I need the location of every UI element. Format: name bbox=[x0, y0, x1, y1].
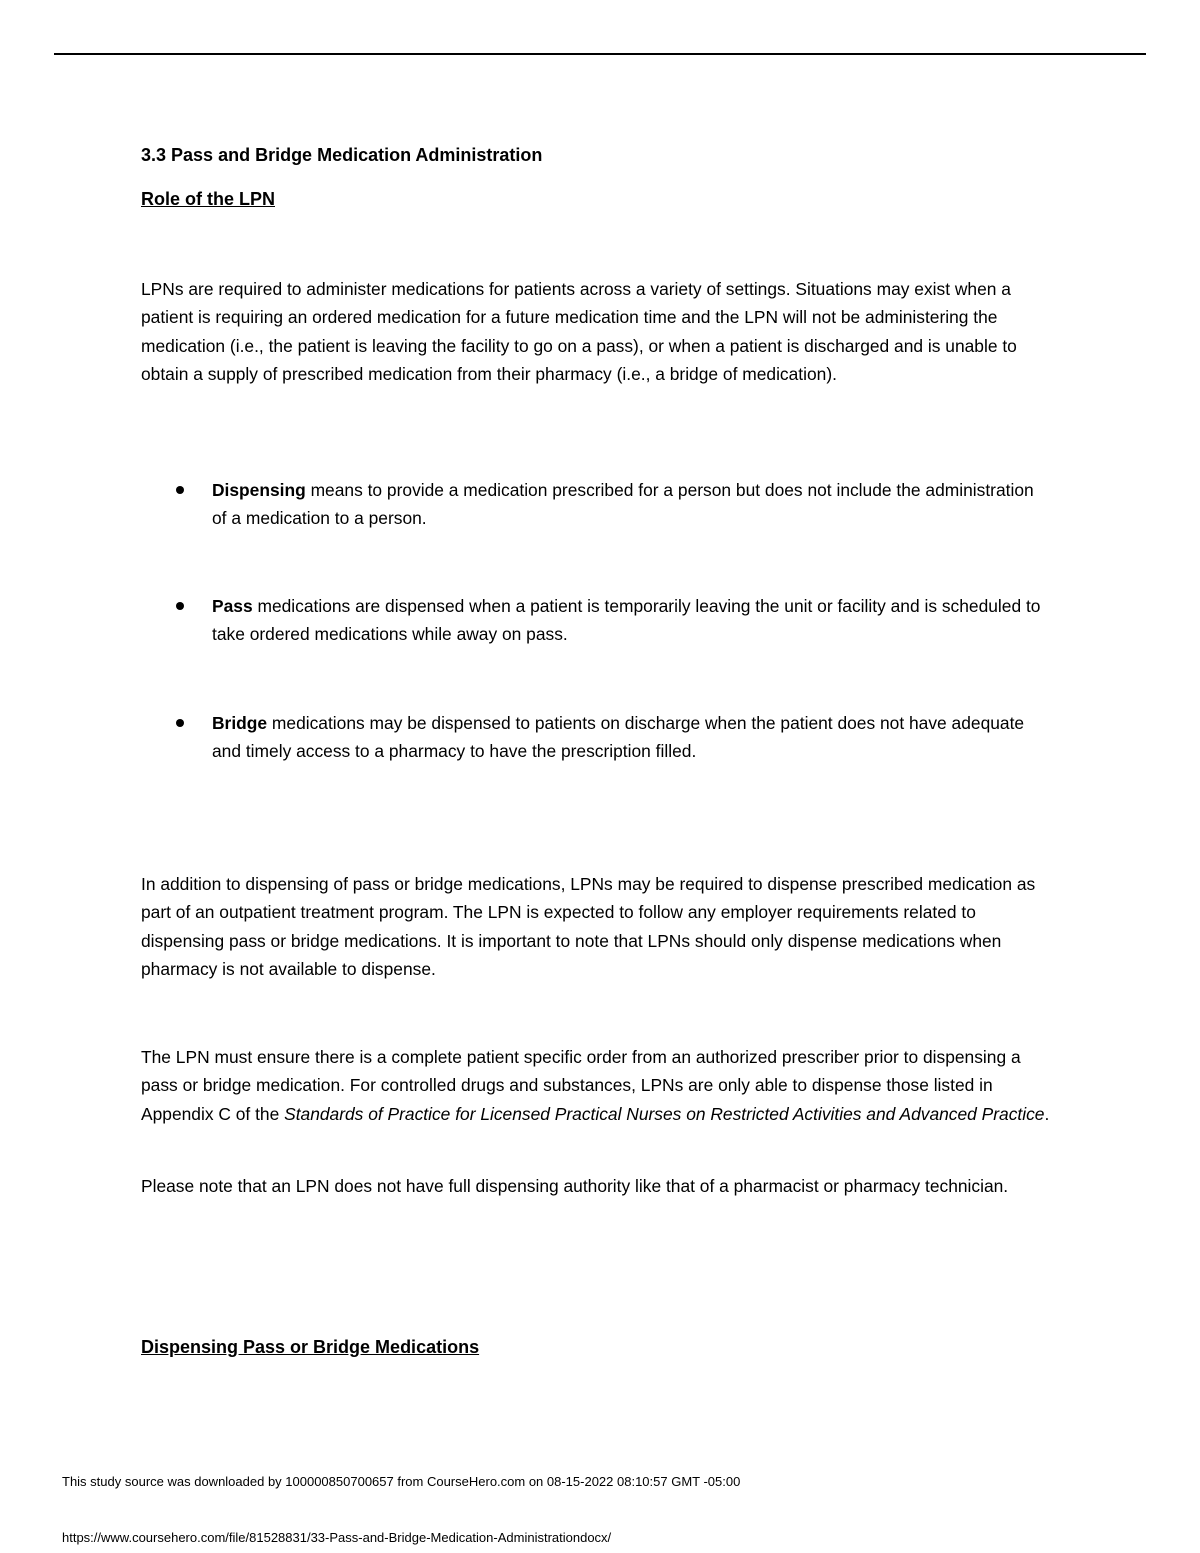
order-requirement-paragraph bbox=[141, 1043, 1061, 1128]
definition-text: medications may be dispensed to patients on discharge when the patient does not have adequate and timely access to a pharmacy to have the prescription filled. bbox=[212, 713, 1025, 762]
bullet-icon bbox=[176, 719, 184, 727]
bullet-icon bbox=[176, 486, 184, 494]
section-heading-dispensing: Dispensing Pass or Bridge Medications bbox=[141, 1337, 480, 1357]
source-url-link[interactable]: https://www.coursehero.com/file/81528831/33-Pass-and-Bridge-Medication-Administrationdocx/ bbox=[62, 1530, 612, 1545]
standards-document-reference: Standards of Practice for Licensed Practical Nurses on Restricted Activities and Advanced Practice bbox=[284, 1103, 1045, 1124]
list-item-text bbox=[212, 592, 1052, 649]
definition-term: Dispensing bbox=[212, 480, 306, 500]
list-item-text bbox=[212, 476, 1052, 533]
addition-paragraph: In addition to dispensing of pass or bridge medications, LPNs may be required to dispense prescribed medication as part of an outpatient treatment program. The LPN is expected to follow any employer requirements related to dispensing pass or bridge medications. It is important to note that LPNs should only dispense medications when pharmacy is not available to dispense. bbox=[141, 874, 1036, 979]
top-rule-divider bbox=[54, 53, 1146, 55]
definition-term: Bridge bbox=[212, 713, 268, 733]
definition-text: medications are dispensed when a patient is temporarily leaving the unit or facility and is scheduled to take ordered medications while away on pass. bbox=[212, 596, 1041, 645]
paragraph-text-end: . bbox=[1044, 1103, 1050, 1124]
intro-paragraph: LPNs are required to administer medications for patients across a variety of settings. Situations may exist when a patient is requiring an ordered medication for a future medication time and the LPN will not be administering the medication (i.e., the patient is leaving the facility to go on a pass), or when a patient is discharged and is unable to obtain a supply of prescribed medication from their pharmacy (i.e., a bridge of medication). bbox=[141, 279, 1017, 384]
paragraph-text: The LPN must ensure there is a complete patient specific order from an authorized prescriber prior to dispensing a pass or bridge medication. For controlled drugs and substances, LPNs are only able to dispense those listed in Appendix C of the bbox=[141, 1047, 1021, 1124]
bullet-icon bbox=[176, 602, 184, 610]
document-title: 3.3 Pass and Bridge Medication Administration bbox=[141, 145, 543, 165]
download-notice: This study source was downloaded by 100000850700657 from CourseHero.com on 08-15-2022 08:10:57 GMT -05:00 bbox=[62, 1474, 741, 1489]
note-paragraph: Please note that an LPN does not have full dispensing authority like that of a pharmacist or pharmacy technician. bbox=[141, 1176, 1009, 1196]
section-heading-role-of-lpn: Role of the LPN bbox=[141, 189, 275, 209]
list-item-text bbox=[212, 709, 1052, 766]
definition-text: means to provide a medication prescribed for a person but does not include the administration of a medication to a person. bbox=[212, 480, 1034, 529]
definition-term: Pass bbox=[212, 596, 253, 616]
